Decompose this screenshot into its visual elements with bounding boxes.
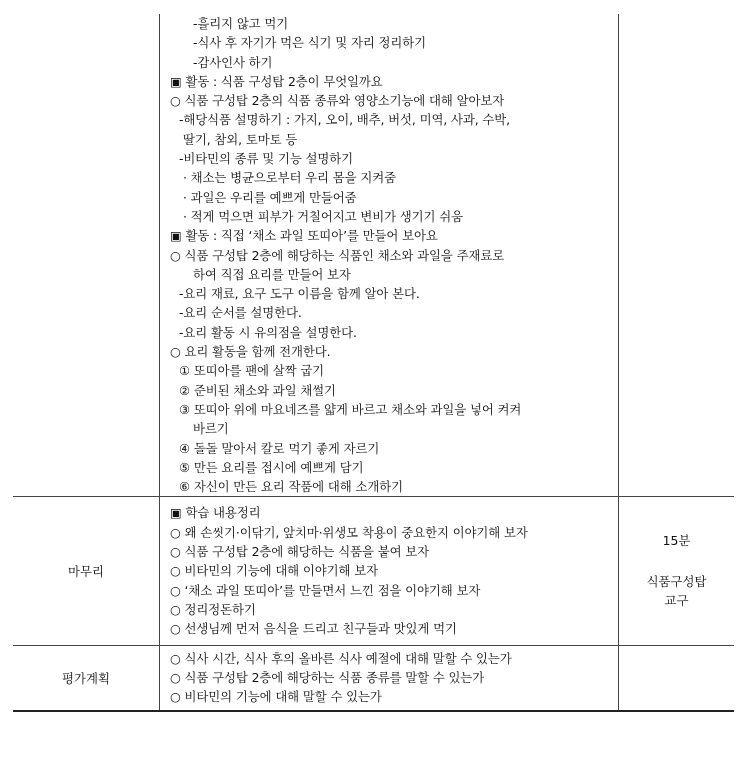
activity-line: ▣ 활동 : 식품 구성탑 2층이 무엇일까요: [170, 73, 383, 89]
activity-line: 바르기: [193, 421, 229, 437]
activity-line: ④ 돌돌 말아서 칼로 먹기 좋게 자르기: [179, 440, 380, 456]
activity-lines: [160, 14, 618, 496]
closing-row: [13, 497, 734, 645]
closing-label: 마무리: [68, 563, 104, 579]
activity-line: -요리 활동 시 유의점을 설명한다.: [179, 324, 357, 340]
activity-line: 딸기, 참외, 토마토 등: [183, 131, 298, 147]
closing-line: ○ 선생님께 먼저 음식을 드리고 친구들과 맛있게 먹기: [170, 621, 457, 637]
closing-line: ○ 식품 구성탑 2층에 해당하는 식품을 붙여 보자: [170, 544, 430, 560]
activity-line: -비타민의 종류 및 기능 설명하기: [179, 151, 354, 167]
activity-line: ① 또띠아를 팬에 살짝 굽기: [179, 363, 325, 379]
activity-label-cell: [13, 14, 160, 497]
evaluation-line: ○ 식사 시간, 식사 후의 올바른 식사 예절에 대해 말할 수 있는가: [170, 650, 512, 666]
activity-resource-cell: [619, 14, 735, 497]
lesson-plan-table: [13, 14, 734, 712]
activity-row: [13, 14, 734, 497]
closing-line: ○ ‘채소 과일 또띠아’를 만들면서 느낀 점을 이야기해 보자: [170, 582, 481, 598]
activity-line: ▣ 활동 : 직접 ‘채소 과일 또띠아’를 만들어 보아요: [170, 228, 438, 244]
activity-line: ○ 식품 구성탑 2층에 해당하는 식품인 채소와 과일을 주재료로: [170, 247, 505, 263]
activity-line: -요리 재료, 요구 도구 이름을 함께 알아 본다.: [179, 286, 420, 302]
closing-content-cell: [160, 497, 619, 645]
closing-materials-line1: 식품구성탑: [646, 574, 707, 590]
evaluation-line: ○ 비타민의 기능에 대해 말할 수 있는가: [170, 689, 382, 705]
closing-resource-cell: [619, 497, 735, 645]
closing-line: ▣ 학습 내용정리: [170, 505, 261, 521]
evaluation-content-cell: [160, 645, 619, 711]
activity-line: · 채소는 병균으로부터 우리 몸을 지켜줌: [183, 170, 396, 186]
evaluation-row: [13, 645, 734, 711]
activity-line: ③ 또띠아 위에 마요네즈를 얇게 바르고 채소와 과일을 넣어 켜켜: [179, 401, 522, 417]
evaluation-lines: [160, 649, 618, 707]
activity-line: ⑤ 만든 요리를 접시에 예쁘게 담기: [179, 459, 364, 475]
closing-materials-line2: 교구: [664, 593, 689, 609]
closing-lines: [160, 503, 618, 638]
evaluation-label: 평가계획: [62, 670, 110, 686]
activity-line: · 적게 먹으면 피부가 거칠어지고 변비가 생기기 쉬움: [183, 208, 463, 224]
activity-line: ○ 식품 구성탑 2층의 식품 종류와 영양소기능에 대해 알아보자: [170, 93, 505, 109]
evaluation-line: ○ 식품 구성탑 2층에 해당하는 식품 종류를 말할 수 있는가: [170, 669, 485, 685]
activity-line: -감사인사 하기: [193, 54, 273, 70]
activity-line: ② 준비된 채소와 과일 채썰기: [179, 382, 336, 398]
activity-line: -식사 후 자기가 먹은 식기 및 자리 정리하기: [193, 35, 427, 51]
activity-line: ⑥ 자신이 만든 요리 작품에 대해 소개하기: [179, 479, 403, 495]
activity-line: 하여 직접 요리를 만들어 보자: [193, 266, 351, 282]
activity-line: -해당식품 설명하기 : 가지, 오이, 배추, 버섯, 미역, 사과, 수박,: [179, 112, 510, 128]
closing-label-cell: [13, 497, 160, 645]
closing-line: ○ 비타민의 기능에 대해 이야기해 보자: [170, 563, 378, 579]
activity-line: -요리 순서를 설명한다.: [179, 305, 302, 321]
closing-line: ○ 정리정돈하기: [170, 601, 256, 617]
closing-line: ○ 왜 손씻기·이닦기, 앞치마·위생모 착용이 중요한지 이야기해 보자: [170, 524, 528, 540]
closing-time: 15분: [662, 533, 691, 549]
activity-line: · 과일은 우리를 예쁘게 만들어줌: [183, 189, 357, 205]
activity-line: -흘리지 않고 먹기: [193, 16, 289, 31]
evaluation-label-cell: [13, 645, 160, 711]
activity-line: ○ 요리 활동을 함께 전개한다.: [170, 344, 331, 360]
activity-content-cell: [160, 14, 619, 497]
evaluation-resource-cell: [619, 645, 735, 711]
